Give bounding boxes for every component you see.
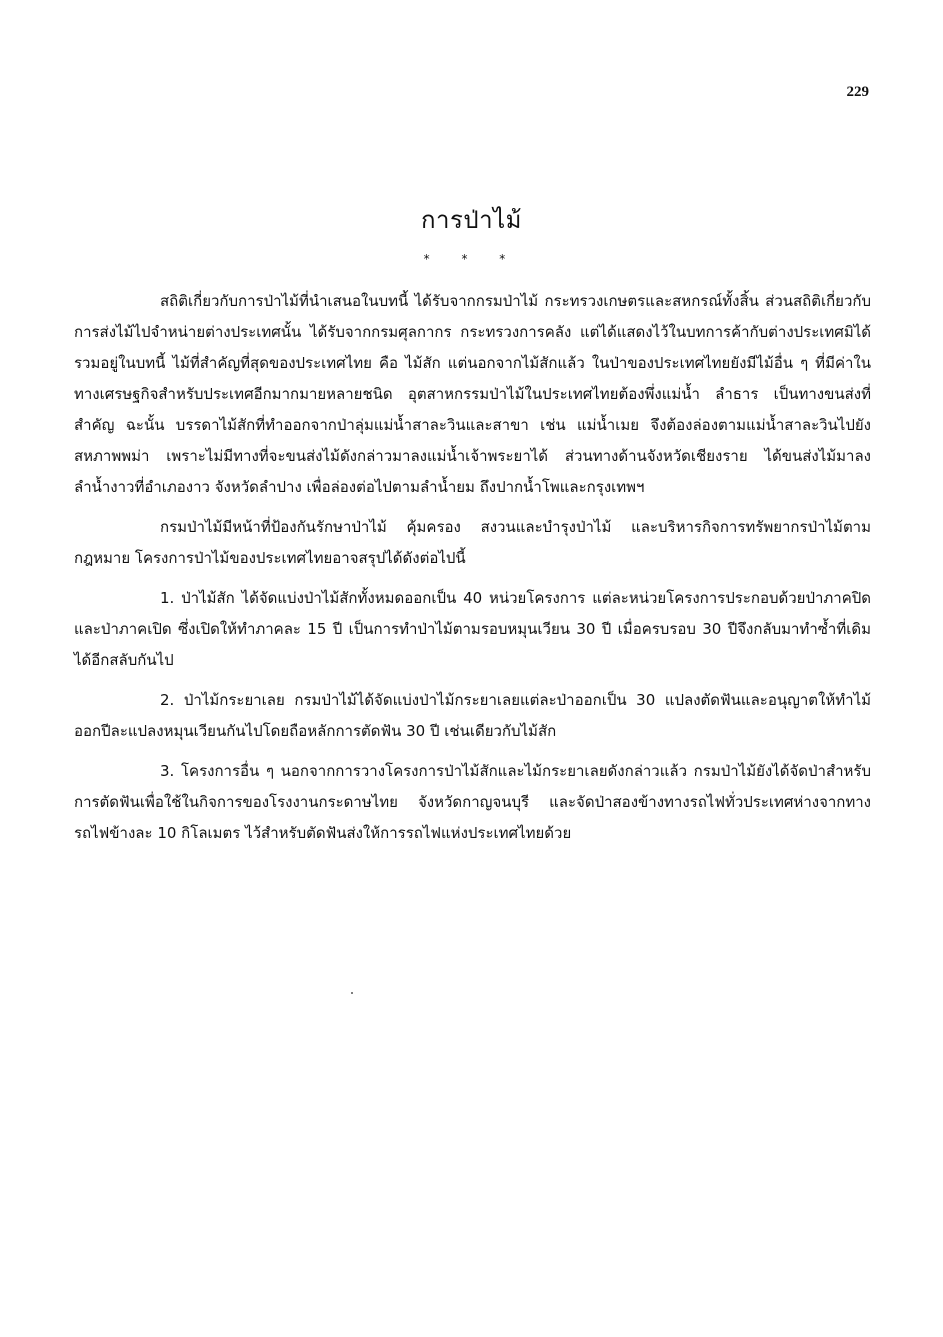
list-item-mixed-forest: 2. ป่าไม้กระยาเลย กรมป่าไม้ได้จัดแบ่งป่าไม้กระยาเลยแต่ละป่าออกเป็น 30 แปลงตัดฟันและอนุญาตให้ทำไม้ออกปีละแปลงหมุนเวียนกันไปโดยถือหลักการตัดฟัน 30 ปี เช่นเดียวกับไม้สัก bbox=[74, 691, 871, 740]
list-item-teak-forest: 1. ป่าไม้สัก ได้จัดแบ่งป่าไม้สักทั้งหมดออกเป็น 40 หน่วยโครงการ แต่ละหน่วยโครงการประกอบด้วยป่าภาคปิดและป่าภาคเปิด ซึ่งเปิดให้ทำภาคละ 15 ปี เป็นการทำป่าไม้ตามรอบหมุนเวียน 30 ปี เมื่อครบรอบ 30 ปีจึงกลับมาทำซ้ำที่เดิมได้อีกสลับกันไป bbox=[74, 589, 871, 669]
page-number: 229 bbox=[846, 84, 869, 100]
paragraph-intro: สถิติเกี่ยวกับการป่าไม้ที่นำเสนอในบทนี้ ได้รับจากกรมป่าไม้ กระทรวงเกษตรและสหกรณ์ทั้งสิ้น ส่วนสถิติเกี่ยวกับการส่งไม้ไปจำหน่ายต่างประเทศนั้น ได้รับจากกรมศุลกากร กระทรวงการคลัง แต่ได้แสดงไว้ในบทการค้ากับต่างประเทศมิได้รวมอยู่ในบทนี้ ไม้ที่สำคัญที่สุดของประเทศไทย คือ ไม้สัก แต่นอกจากไม้สักแล้ว ในป่าของประเทศไทยยังมีไม้อื่น ๆ ที่มีค่าในทางเศรษฐกิจสำหรับประเทศอีกมากมายหลายชนิด อุตสาหกรรมป่าไม้ในประเทศไทยต้องพึ่งแม่น้ำ ลำธาร เป็นทางขนส่งที่สำคัญ ฉะนั้น บรรดาไม้สักที่ทำออกจากป่าลุ่มแม่น้ำสาละวินและสาขา เช่น แม่น้ำเมย จึงต้องล่องตามแม่น้ำสาละวินไปยังสหภาพพม่า เพราะไม่มีทางที่จะขนส่งไม้ดังกล่าวมาลงแม่น้ำเจ้าพระยาได้ ส่วนทางด้านจังหวัดเชียงราย ได้ขนส่งไม้มาลงลำน้ำงาวที่อำเภองาว จังหวัดลำปาง เพื่อล่องต่อไปตามลำน้ำยม ถึงปากน้ำโพและกรุงเทพฯ bbox=[74, 292, 871, 496]
list-item-other-projects: 3. โครงการอื่น ๆ นอกจากการวางโครงการป่าไม้สักและไม้กระยาเลยดังกล่าวแล้ว กรมป่าไม้ยังได้จัดป่าสำหรับการตัดฟันเพื่อใช้ในกิจการของโรงงานกระดาษไทย จังหวัดกาญจนบุรี และจัดป่าสองข้างทางรถไฟทั่วประเทศห่างจากทางรถไฟข้างละ 10 กิโลเมตร ไว้สำหรับตัดฟันส่งให้การรถไฟแห่งประเทศไทยด้วย bbox=[74, 762, 871, 842]
section-separator: * * * bbox=[423, 252, 520, 266]
page-title: การป่าไม้ bbox=[421, 206, 522, 234]
body-text bbox=[74, 286, 871, 849]
scan-speck bbox=[351, 992, 353, 994]
paragraph-forestry-department: กรมป่าไม้มีหน้าที่ป้องกันรักษาป่าไม้ คุ้มครอง สงวนและบำรุงป่าไม้ และบริหารกิจการทรัพยากรป่าไม้ตามกฎหมาย โครงการป่าไม้ของประเทศไทยอาจสรุปได้ดังต่อไปนี้ bbox=[74, 518, 871, 567]
